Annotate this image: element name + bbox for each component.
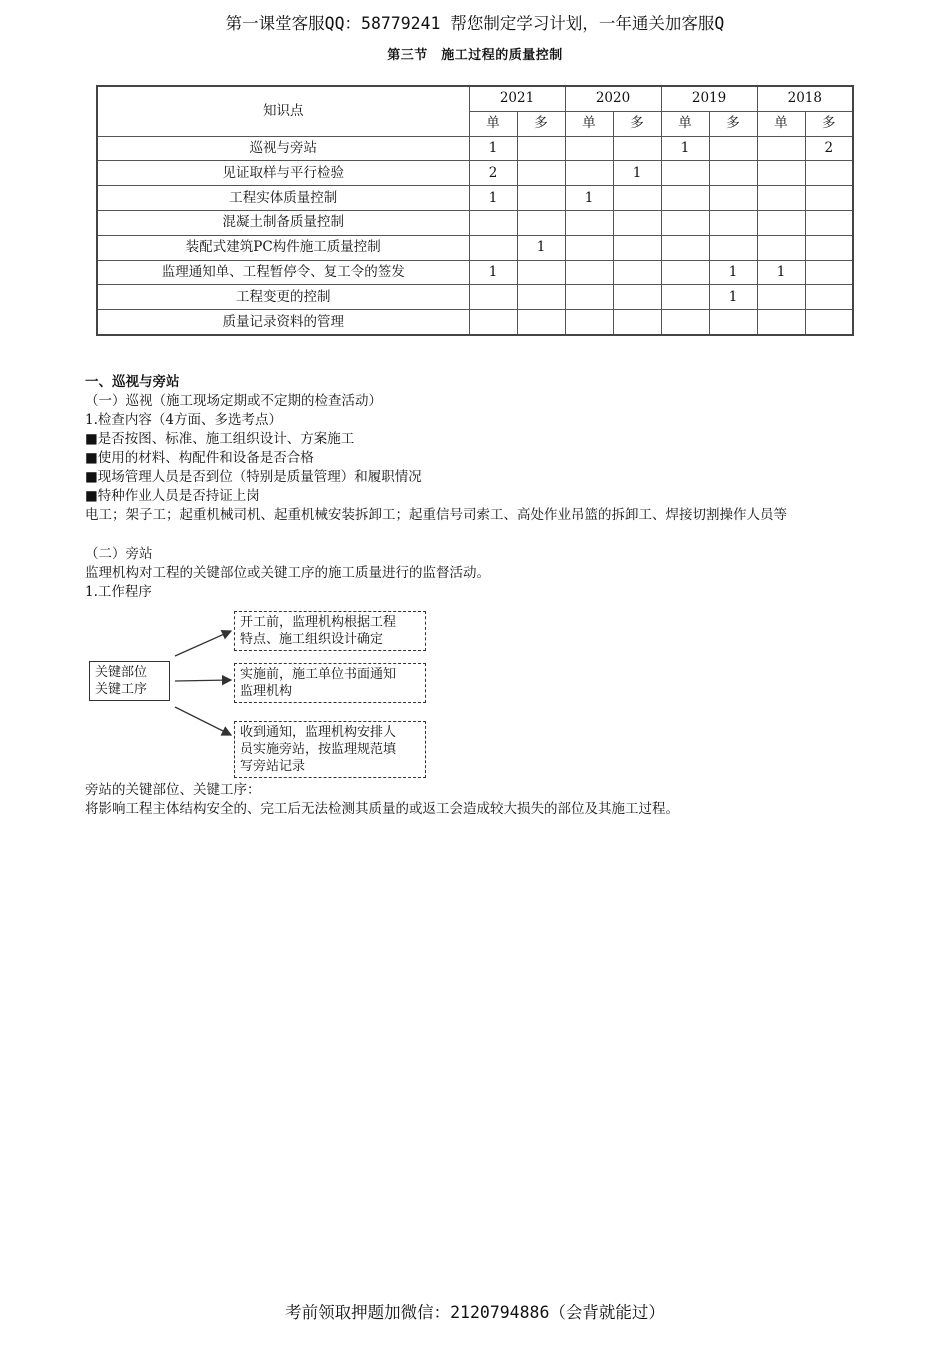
side-station-definition: 监理机构对工程的关键部位或关键工序的施工质量进行的监督活动。 (85, 565, 490, 581)
flow-source-line: 关键部位 (95, 665, 148, 680)
subheader-single: 单 (469, 111, 517, 136)
flow-step-line: 实施前，施工单位书面通知 (240, 667, 397, 682)
subheader-multi: 多 (517, 111, 565, 136)
flow-source-box (89, 661, 170, 701)
count-cell: 1 (565, 186, 613, 211)
header-banner: 第一课堂客服QQ：58779241 帮您制定学习计划，一年通关加客服Q (225, 14, 725, 33)
count-cell: 1 (757, 260, 805, 285)
count-cell: 1 (709, 285, 757, 310)
topic-cell: 质量记录资料的管理 (97, 310, 469, 335)
count-cell: 2 (469, 161, 517, 186)
bullet-item: ■特种作业人员是否持证上岗 (85, 488, 260, 504)
subheader-multi: 多 (709, 111, 757, 136)
count-cell: 1 (469, 136, 517, 161)
subheader-single: 单 (757, 111, 805, 136)
section-title: 第三节 施工过程的质量控制 (387, 48, 563, 63)
flow-step-after-notice (234, 721, 426, 778)
key-parts-definition: 将影响工程主体结构安全的、完工后无法检测其质量的或返工会造成较大损失的部位及其施工过程。 (85, 801, 679, 817)
subheader-multi: 多 (805, 111, 853, 136)
topic-cell: 巡视与旁站 (97, 136, 469, 161)
topic-cell: 混凝土制备质量控制 (97, 210, 469, 235)
topic-cell: 工程实体质量控制 (97, 186, 469, 211)
count-cell: 1 (517, 235, 565, 260)
subheader-single: 单 (565, 111, 613, 136)
count-cell: 1 (661, 136, 709, 161)
flow-source-line: 关键工序 (95, 682, 148, 697)
count-cell: 1 (709, 260, 757, 285)
flow-step-line: 写旁站记录 (240, 759, 306, 774)
topic-cell: 装配式建筑PC构件施工质量控制 (97, 235, 469, 260)
key-parts-label: 旁站的关键部位、关键工序： (85, 782, 261, 798)
special-workers-list: 电工；架子工；起重机械司机、起重机械安装拆卸工；起重信号司索工、高处作业吊篮的拆卸工、焊接切割操作人员等 (85, 507, 787, 523)
footer-banner: 考前领取押题加微信：2120794886（会背就能过） (285, 1303, 665, 1322)
topic-cell: 监理通知单、工程暂停令、复工令的签发 (97, 260, 469, 285)
count-cell: 1 (613, 161, 661, 186)
count-cell: 1 (469, 186, 517, 211)
count-cell: 2 (805, 136, 853, 161)
table-corner-label: 知识点 (97, 86, 469, 136)
item-work-procedure: 1.工作程序 (85, 584, 152, 600)
subheading-patrol: （一）巡视（施工现场定期或不定期的检查活动） (85, 393, 382, 409)
subheader-multi: 多 (613, 111, 661, 136)
topic-cell: 工程变更的控制 (97, 285, 469, 310)
year-header: 2020 (565, 86, 661, 111)
count-cell: 1 (469, 260, 517, 285)
bullet-item: ■现场管理人员是否到位（特别是质量管理）和履职情况 (85, 469, 422, 485)
subheader-single: 单 (661, 111, 709, 136)
flow-step-line: 员实施旁站，按监理规范填 (240, 742, 397, 757)
flow-step-before-start (234, 611, 426, 651)
bullet-item: ■使用的材料、构配件和设备是否合格 (85, 450, 314, 466)
topic-cell: 见证取样与平行检验 (97, 161, 469, 186)
subheading-side-station: （二）旁站 (85, 546, 153, 562)
year-header: 2018 (757, 86, 853, 111)
flow-step-line: 监理机构 (240, 684, 293, 699)
year-header: 2019 (661, 86, 757, 111)
heading-patrol-and-supervision: 一、巡视与旁站 (85, 374, 180, 390)
item-inspection-content: 1.检查内容（4方面、多选考点） (85, 412, 282, 428)
flow-step-before-implementation (234, 663, 426, 703)
flow-step-line: 开工前，监理机构根据工程 (240, 615, 397, 630)
bullet-item: ■是否按图、标准、施工组织设计、方案施工 (85, 431, 355, 447)
flow-step-line: 收到通知，监理机构安排人 (240, 725, 397, 740)
flow-step-line: 特点、施工组织设计确定 (240, 632, 384, 647)
year-header: 2021 (469, 86, 565, 111)
